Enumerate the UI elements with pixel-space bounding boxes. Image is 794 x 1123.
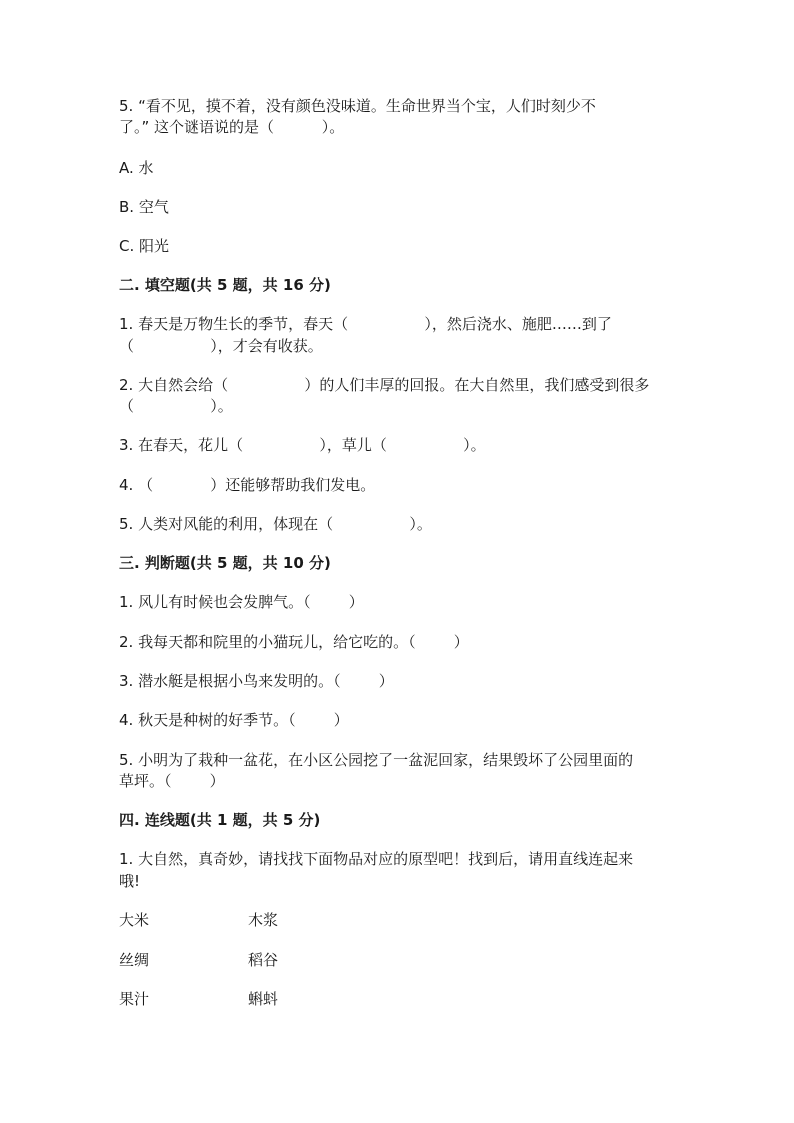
judge-q5-line-1: 5. 小明为了栽种一盆花，在小区公园挖了一盆泥回家，结果毁坏了公园里面的 [119,751,634,769]
section-4-title: 四. 连线题(共 1 题，共 5 分) [119,811,321,829]
judge-q4: 4. 秋天是种树的好季节。（ ） [119,711,349,729]
judge-q2: 2. 我每天都和院里的小猫玩儿，给它吃的。（ ） [119,633,469,651]
match-right-item: 蝌蚪 [248,990,279,1008]
option-c: C. 阳光 [119,237,170,255]
question-5-line-1: 5. “看不见，摸不着，没有颜色没味道。生命世界当个宝，人们时刻少不 [119,97,596,115]
match-left-item: 大米 [119,911,150,929]
judge-q5-line-2: 草坪。（ ） [119,772,225,790]
option-a: A. 水 [119,159,154,177]
section-3-title: 三. 判断题(共 5 题，共 10 分) [119,554,331,572]
judge-q1: 1. 风儿有时候也会发脾气。（ ） [119,593,364,611]
fill-q1-line-1: 1. 春天是万物生长的季节，春天（ ），然后浇水、施肥……到了 [119,315,612,333]
option-b: B. 空气 [119,198,169,216]
match-q1-line-1: 1. 大自然，真奇妙，请找找下面物品对应的原型吧！找到后，请用直线连起来 [119,850,634,868]
question-5-line-2: 了。” 这个谜语说的是（ ）。 [119,118,345,136]
fill-q4: 4. （ ）还能够帮助我们发电。 [119,476,376,494]
fill-q3: 3. 在春天，花儿（ ），草儿（ ）。 [119,436,486,454]
match-left-item: 果汁 [119,990,150,1008]
fill-q2-line-2: （ ）。 [119,397,233,415]
section-2-title: 二. 填空题(共 5 题，共 16 分) [119,276,331,294]
judge-q3: 3. 潜水艇是根据小鸟来发明的。（ ） [119,672,394,690]
match-left-item: 丝绸 [119,951,150,969]
fill-q5: 5. 人类对风能的利用，体现在（ ）。 [119,515,432,533]
fill-q2-line-1: 2. 大自然会给（ ）的人们丰厚的回报。在大自然里，我们感受到很多 [119,376,650,394]
fill-q1-line-2: （ ），才会有收获。 [119,337,323,355]
match-q1-line-2: 哦! [119,872,141,890]
match-right-item: 木浆 [248,911,279,929]
match-right-item: 稻谷 [248,951,279,969]
